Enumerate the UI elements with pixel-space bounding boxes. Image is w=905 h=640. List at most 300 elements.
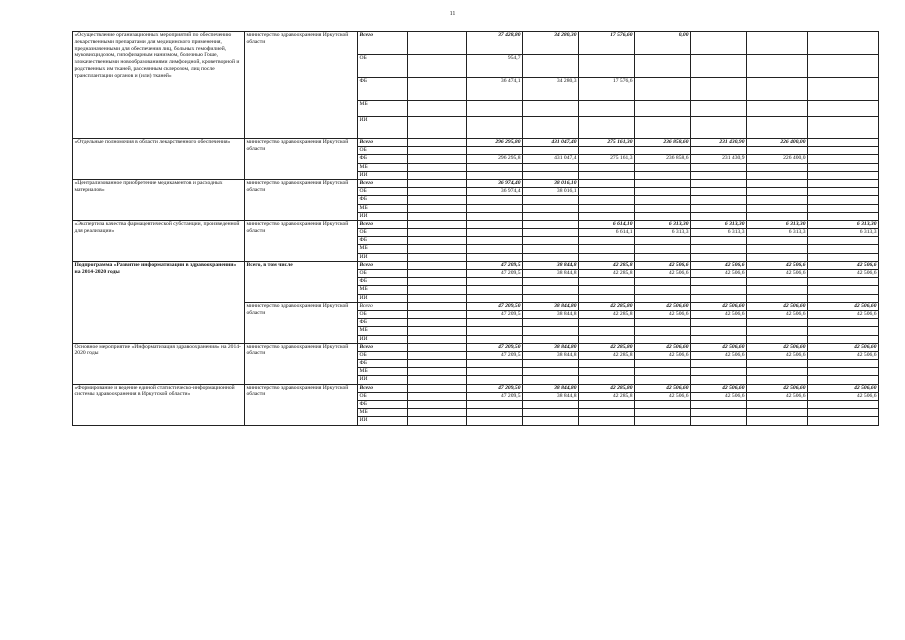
amount-cell: 6 614,1 — [579, 229, 635, 237]
amount-cell — [579, 278, 635, 286]
amount-cell — [467, 171, 523, 179]
amount-cell — [408, 343, 467, 351]
amount-cell: 42 506,6 — [635, 261, 691, 269]
funding-source: ФБ — [358, 360, 408, 368]
amount-cell — [408, 220, 467, 228]
amount-cell — [579, 286, 635, 294]
amount-cell — [808, 237, 879, 245]
amount-cell — [747, 417, 808, 425]
amount-cell — [747, 188, 808, 196]
amount-cell: 42 506,6 — [635, 310, 691, 318]
amount-cell: 37 428,80 — [467, 32, 523, 55]
amount-cell — [579, 237, 635, 245]
amount-cell: 42 285,8 — [579, 270, 635, 278]
amount-cell — [691, 188, 747, 196]
organization-name: Всего, в том числе — [245, 261, 358, 302]
table-row — [73, 343, 879, 351]
amount-cell — [747, 117, 808, 139]
amount-cell: 42 506,60 — [691, 302, 747, 310]
amount-cell — [467, 245, 523, 253]
amount-cell — [808, 101, 879, 117]
amount-cell — [579, 117, 635, 139]
amount-cell — [579, 179, 635, 187]
amount-cell — [691, 163, 747, 171]
amount-cell: 47 209,50 — [467, 384, 523, 392]
amount-cell: 42 506,60 — [808, 343, 879, 351]
amount-cell — [408, 327, 467, 335]
amount-cell: 6 313,30 — [747, 220, 808, 228]
amount-cell — [408, 360, 467, 368]
amount-cell — [408, 147, 467, 155]
amount-cell — [691, 147, 747, 155]
organization-name: министерство здравоохранения Иркутской области — [245, 139, 358, 180]
amount-cell — [635, 376, 691, 384]
amount-cell: 42 285,80 — [579, 343, 635, 351]
budget-table — [72, 31, 879, 426]
amount-cell — [808, 147, 879, 155]
amount-cell — [691, 55, 747, 78]
activity-name: «Централизованное приобретение медикаментов и расходных материалов» — [73, 179, 245, 220]
amount-cell — [691, 294, 747, 302]
amount-cell — [523, 117, 579, 139]
amount-cell — [635, 319, 691, 327]
amount-cell: 38 844,8 — [523, 261, 579, 269]
amount-cell — [408, 155, 467, 163]
amount-cell — [635, 78, 691, 101]
organization-name: министерство здравоохранения Иркутской области — [245, 302, 358, 343]
amount-cell — [808, 294, 879, 302]
amount-cell: 38 844,80 — [523, 384, 579, 392]
amount-cell — [635, 327, 691, 335]
amount-cell — [523, 294, 579, 302]
amount-cell — [691, 171, 747, 179]
amount-cell — [635, 117, 691, 139]
amount-cell — [747, 360, 808, 368]
amount-cell — [747, 319, 808, 327]
amount-cell — [408, 261, 467, 269]
table-row — [73, 139, 879, 147]
budget-table-body — [73, 32, 879, 426]
amount-cell — [691, 401, 747, 409]
amount-cell — [747, 78, 808, 101]
amount-cell: 34 280,3 — [523, 78, 579, 101]
amount-cell: 38 016,1 — [523, 188, 579, 196]
amount-cell: 236 858,6 — [635, 155, 691, 163]
amount-cell — [808, 368, 879, 376]
amount-cell: 42 506,6 — [747, 392, 808, 400]
amount-cell — [808, 139, 879, 147]
amount-cell — [747, 409, 808, 417]
amount-cell — [408, 270, 467, 278]
amount-cell — [523, 204, 579, 212]
amount-cell: 38 844,8 — [523, 392, 579, 400]
amount-cell — [467, 376, 523, 384]
amount-cell — [691, 368, 747, 376]
amount-cell — [808, 409, 879, 417]
funding-source: ИИ — [358, 253, 408, 261]
amount-cell — [747, 376, 808, 384]
amount-cell — [408, 335, 467, 343]
amount-cell — [635, 237, 691, 245]
funding-source: ОБ — [358, 147, 408, 155]
amount-cell — [579, 335, 635, 343]
amount-cell — [747, 212, 808, 220]
table-row — [73, 384, 879, 392]
amount-cell — [523, 278, 579, 286]
funding-source: ИИ — [358, 376, 408, 384]
funding-source: МБ — [358, 245, 408, 253]
amount-cell — [579, 376, 635, 384]
funding-source: МБ — [358, 163, 408, 171]
amount-cell: 42 506,6 — [808, 392, 879, 400]
amount-cell — [579, 409, 635, 417]
amount-cell — [808, 335, 879, 343]
amount-cell — [408, 32, 467, 55]
amount-cell: 42 506,6 — [808, 310, 879, 318]
amount-cell — [408, 368, 467, 376]
amount-cell: 226 400,00 — [747, 139, 808, 147]
amount-cell: 6 313,30 — [808, 220, 879, 228]
amount-cell — [808, 253, 879, 261]
amount-cell — [635, 163, 691, 171]
amount-cell — [408, 101, 467, 117]
amount-cell — [691, 360, 747, 368]
amount-cell — [808, 212, 879, 220]
amount-cell: 42 285,8 — [579, 261, 635, 269]
amount-cell: 36 474,1 — [467, 78, 523, 101]
amount-cell — [408, 392, 467, 400]
amount-cell — [579, 163, 635, 171]
amount-cell — [635, 188, 691, 196]
amount-cell — [579, 327, 635, 335]
amount-cell: 236 858,60 — [635, 139, 691, 147]
amount-cell — [408, 401, 467, 409]
amount-cell — [408, 286, 467, 294]
amount-cell: 6 313,30 — [691, 220, 747, 228]
amount-cell — [467, 409, 523, 417]
amount-cell: 6 313,3 — [691, 229, 747, 237]
organization-name: министерство здравоохранения Иркутской области — [245, 220, 358, 261]
funding-source: ФБ — [358, 278, 408, 286]
amount-cell — [579, 401, 635, 409]
amount-cell — [747, 401, 808, 409]
amount-cell — [408, 196, 467, 204]
amount-cell — [747, 237, 808, 245]
activity-name: Подпрограмма «Развитие информатизации в здравоохранении» на 2014-2020 годы — [73, 261, 245, 343]
funding-source: Всего — [358, 261, 408, 269]
amount-cell — [808, 417, 879, 425]
amount-cell: 42 506,6 — [691, 261, 747, 269]
amount-cell — [408, 302, 467, 310]
amount-cell — [408, 417, 467, 425]
organization-name: министерство здравоохранения Иркутской области — [245, 343, 358, 384]
amount-cell: 17 576,60 — [579, 32, 635, 55]
activity-name: «Формирование и ведение единой статистическо-информационной системы здравоохранения в Иркутской области» — [73, 384, 245, 425]
amount-cell — [808, 78, 879, 101]
amount-cell — [691, 179, 747, 187]
amount-cell: 431 047,40 — [523, 139, 579, 147]
amount-cell — [579, 253, 635, 261]
amount-cell — [408, 117, 467, 139]
funding-source: ИИ — [358, 294, 408, 302]
amount-cell — [691, 212, 747, 220]
amount-cell: 954,7 — [467, 55, 523, 78]
amount-cell — [635, 360, 691, 368]
funding-source: ОБ — [358, 55, 408, 78]
organization-name: министерство здравоохранения Иркутской области — [245, 384, 358, 425]
amount-cell — [635, 401, 691, 409]
amount-cell — [408, 384, 467, 392]
amount-cell — [523, 220, 579, 228]
amount-cell: 296 295,80 — [467, 139, 523, 147]
amount-cell — [467, 147, 523, 155]
amount-cell: 42 285,80 — [579, 384, 635, 392]
amount-cell — [691, 245, 747, 253]
amount-cell: 275 161,30 — [579, 139, 635, 147]
organization-name: министерство здравоохранения Иркутской области — [245, 179, 358, 220]
amount-cell — [808, 163, 879, 171]
table-row — [73, 179, 879, 187]
funding-source: ФБ — [358, 196, 408, 204]
amount-cell — [579, 188, 635, 196]
amount-cell — [408, 310, 467, 318]
amount-cell — [408, 55, 467, 78]
amount-cell — [691, 335, 747, 343]
amount-cell: 431 047,4 — [523, 155, 579, 163]
amount-cell — [579, 171, 635, 179]
amount-cell — [579, 101, 635, 117]
amount-cell — [467, 294, 523, 302]
amount-cell: 42 506,6 — [747, 261, 808, 269]
amount-cell: 42 285,8 — [579, 392, 635, 400]
amount-cell: 275 161,3 — [579, 155, 635, 163]
amount-cell: 6 313,3 — [635, 229, 691, 237]
amount-cell — [523, 245, 579, 253]
amount-cell: 38 844,80 — [523, 302, 579, 310]
amount-cell: 47 209,5 — [467, 261, 523, 269]
amount-cell — [408, 188, 467, 196]
amount-cell: 42 506,60 — [808, 302, 879, 310]
funding-source: ИИ — [358, 171, 408, 179]
amount-cell: 42 506,60 — [691, 343, 747, 351]
amount-cell — [635, 55, 691, 78]
amount-cell — [467, 327, 523, 335]
amount-cell — [579, 212, 635, 220]
amount-cell — [523, 409, 579, 417]
amount-cell — [579, 294, 635, 302]
amount-cell — [579, 360, 635, 368]
amount-cell — [635, 409, 691, 417]
amount-cell — [523, 417, 579, 425]
amount-cell — [808, 286, 879, 294]
amount-cell — [579, 245, 635, 253]
amount-cell — [408, 139, 467, 147]
amount-cell — [635, 171, 691, 179]
funding-source: ФБ — [358, 155, 408, 163]
funding-source: МБ — [358, 327, 408, 335]
amount-cell — [808, 376, 879, 384]
amount-cell — [747, 327, 808, 335]
amount-cell: 231 430,90 — [691, 139, 747, 147]
funding-source: МБ — [358, 204, 408, 212]
amount-cell — [635, 212, 691, 220]
amount-cell — [691, 32, 747, 55]
amount-cell — [467, 368, 523, 376]
amount-cell — [747, 245, 808, 253]
amount-cell — [808, 188, 879, 196]
amount-cell — [808, 179, 879, 187]
amount-cell: 36 974,4 — [467, 188, 523, 196]
amount-cell — [408, 376, 467, 384]
amount-cell — [408, 163, 467, 171]
amount-cell — [747, 55, 808, 78]
activity-name: «Экспертиза качества фармацевтической субстанции, произведенной для реализации» — [73, 220, 245, 261]
amount-cell: 42 506,6 — [747, 310, 808, 318]
amount-cell — [523, 327, 579, 335]
amount-cell — [691, 78, 747, 101]
amount-cell — [523, 163, 579, 171]
amount-cell: 38 844,80 — [523, 343, 579, 351]
amount-cell: 42 506,6 — [691, 310, 747, 318]
amount-cell — [408, 171, 467, 179]
amount-cell — [467, 117, 523, 139]
amount-cell — [467, 204, 523, 212]
amount-cell: 42 506,60 — [747, 384, 808, 392]
funding-source: ИИ — [358, 117, 408, 139]
activity-name: Основное мероприятие «Информатизация здравоохранения» на 2014-2020 годы — [73, 343, 245, 384]
amount-cell: 38 844,8 — [523, 351, 579, 359]
amount-cell: 34 280,30 — [523, 32, 579, 55]
amount-cell — [467, 401, 523, 409]
funding-source: МБ — [358, 101, 408, 117]
amount-cell — [808, 171, 879, 179]
amount-cell — [523, 319, 579, 327]
funding-source: ИИ — [358, 212, 408, 220]
amount-cell — [408, 351, 467, 359]
page-number: 11 — [449, 11, 456, 17]
amount-cell: 42 506,6 — [691, 392, 747, 400]
amount-cell: 296 295,8 — [467, 155, 523, 163]
amount-cell — [808, 32, 879, 55]
table-row — [73, 220, 879, 228]
amount-cell — [747, 179, 808, 187]
amount-cell — [523, 376, 579, 384]
amount-cell — [408, 179, 467, 187]
amount-cell — [691, 253, 747, 261]
funding-source: МБ — [358, 409, 408, 417]
amount-cell — [691, 286, 747, 294]
amount-cell — [467, 278, 523, 286]
amount-cell — [579, 147, 635, 155]
amount-cell: 6 313,3 — [808, 229, 879, 237]
amount-cell: 42 506,60 — [691, 384, 747, 392]
funding-source: ОБ — [358, 392, 408, 400]
amount-cell — [635, 286, 691, 294]
amount-cell — [747, 101, 808, 117]
amount-cell: 38 016,10 — [523, 179, 579, 187]
amount-cell — [747, 204, 808, 212]
amount-cell: 42 285,8 — [579, 351, 635, 359]
amount-cell — [467, 253, 523, 261]
amount-cell — [408, 253, 467, 261]
amount-cell — [747, 171, 808, 179]
amount-cell — [808, 319, 879, 327]
funding-source: Всего — [358, 343, 408, 351]
amount-cell — [408, 212, 467, 220]
amount-cell: 38 844,8 — [523, 270, 579, 278]
amount-cell — [635, 204, 691, 212]
amount-cell: 42 285,8 — [579, 310, 635, 318]
amount-cell — [523, 196, 579, 204]
amount-cell: 42 506,60 — [635, 343, 691, 351]
amount-cell: 42 506,6 — [635, 392, 691, 400]
amount-cell — [467, 220, 523, 228]
amount-cell: 231 430,9 — [691, 155, 747, 163]
amount-cell — [408, 319, 467, 327]
amount-cell — [635, 335, 691, 343]
amount-cell — [691, 278, 747, 286]
amount-cell — [523, 101, 579, 117]
amount-cell — [691, 327, 747, 335]
amount-cell — [408, 245, 467, 253]
amount-cell — [808, 204, 879, 212]
amount-cell — [523, 212, 579, 220]
amount-cell — [523, 335, 579, 343]
amount-cell: 42 506,6 — [635, 351, 691, 359]
amount-cell: 42 506,60 — [635, 302, 691, 310]
amount-cell — [579, 196, 635, 204]
amount-cell — [579, 319, 635, 327]
amount-cell — [808, 401, 879, 409]
funding-source: ОБ — [358, 270, 408, 278]
amount-cell — [408, 278, 467, 286]
funding-source: ФБ — [358, 237, 408, 245]
amount-cell — [691, 101, 747, 117]
funding-source: Всего — [358, 302, 408, 310]
activity-name: «Осуществление организационных мероприятий по обеспечению лекарственными препаратами для медицинского применения, предназначенными для обеспечения лиц, больных гемофилией, муковисцидозом, гипофизарным нанизмом, болезнью Гоше, злокачественными новообразованиями лимфоидной, кроветворной и родственных им тканей, рассеянным склерозом, лиц после трансплантации органов и (или) тканей» — [73, 32, 245, 139]
table-row — [73, 261, 879, 269]
amount-cell — [523, 360, 579, 368]
amount-cell — [408, 78, 467, 101]
amount-cell — [691, 117, 747, 139]
amount-cell — [523, 147, 579, 155]
amount-cell — [635, 278, 691, 286]
amount-cell — [691, 417, 747, 425]
amount-cell — [408, 237, 467, 245]
funding-source: ИИ — [358, 335, 408, 343]
amount-cell — [579, 204, 635, 212]
amount-cell — [808, 196, 879, 204]
amount-cell — [467, 417, 523, 425]
organization-name: министерство здравоохранения Иркутской области — [245, 32, 358, 139]
amount-cell: 47 209,50 — [467, 302, 523, 310]
amount-cell — [579, 417, 635, 425]
amount-cell — [523, 237, 579, 245]
amount-cell — [467, 229, 523, 237]
activity-name: «Отдельные полномочия в области лекарственного обеспечения» — [73, 139, 245, 180]
amount-cell: 47 209,5 — [467, 351, 523, 359]
amount-cell — [635, 196, 691, 204]
funding-source: Всего — [358, 139, 408, 147]
amount-cell: 42 506,6 — [635, 270, 691, 278]
amount-cell — [467, 212, 523, 220]
funding-source: ОБ — [358, 351, 408, 359]
amount-cell — [467, 360, 523, 368]
amount-cell: 6 313,30 — [635, 220, 691, 228]
amount-cell: 0,00 — [635, 32, 691, 55]
amount-cell: 42 506,60 — [747, 302, 808, 310]
amount-cell — [408, 204, 467, 212]
